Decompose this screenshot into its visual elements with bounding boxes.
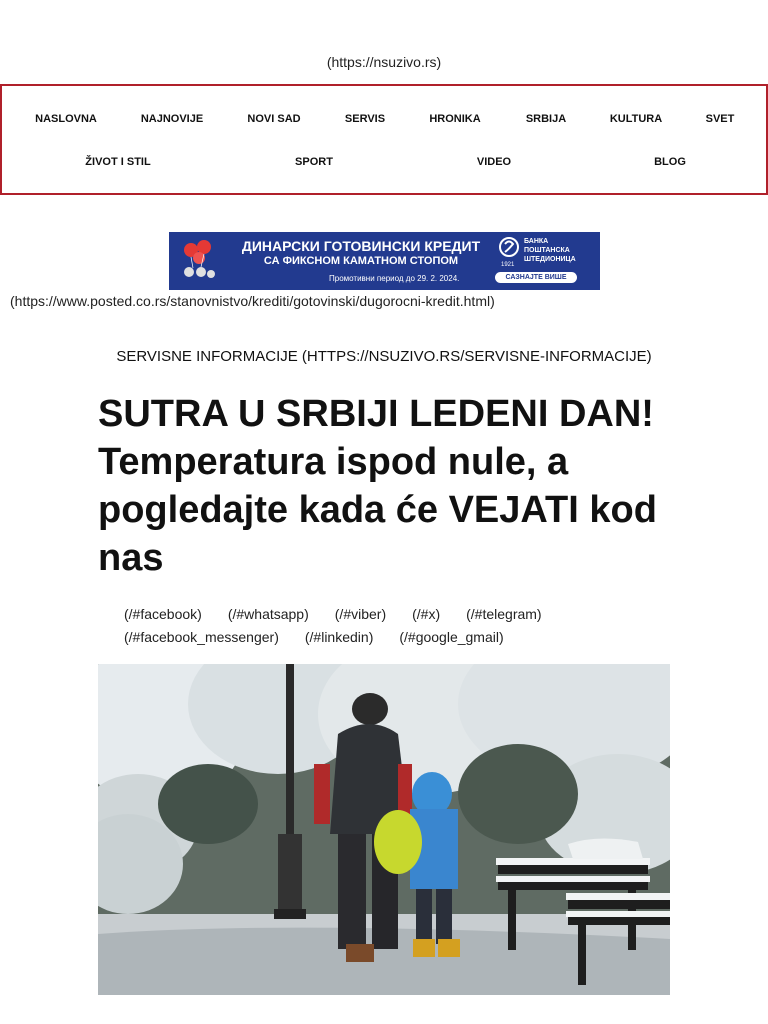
share-viber-link[interactable]: (/#viber) <box>334 606 387 622</box>
article-photo <box>98 664 670 995</box>
nav-item-kultura[interactable]: KULTURA <box>609 113 663 125</box>
nav-item-video[interactable]: VIDEO <box>476 156 512 168</box>
site-home-link[interactable]: (https://nsuzivo.rs) <box>326 54 442 70</box>
bank-logo-icon <box>498 236 520 260</box>
share-linkedin-link[interactable]: (/#linkedin) <box>304 629 374 645</box>
nav-item-srbija[interactable]: SRBIJA <box>525 113 567 125</box>
nav-item-novi-sad[interactable]: NOVI SAD <box>247 113 301 125</box>
share-x-link[interactable]: (/#x) <box>412 606 441 622</box>
nav-item-hronika[interactable]: HRONIKA <box>429 113 481 125</box>
banner-headline: ДИНАРСКИ ГОТОВИНСКИ КРЕДИТ <box>241 238 481 254</box>
banner-subheadline: СА ФИКСНОМ КАМАТНОМ СТОПОМ <box>263 255 459 267</box>
banner-promo-period: Промотивни период до 29. 2. 2024. <box>329 274 460 283</box>
share-facebook-link[interactable]: (/#facebook) <box>124 606 202 622</box>
ad-banner[interactable] <box>169 232 600 290</box>
banner-url[interactable]: (https://www.posted.co.rs/stanovnistvo/krediti/gotovinski/dugorocni-kredit.html) <box>10 293 495 309</box>
share-gmail-link[interactable]: (/#google_gmail) <box>399 629 504 645</box>
nav-item-servis[interactable]: SERVIS <box>344 113 386 125</box>
banner-learn-more-button[interactable]: САЗНАЈТЕ ВИШЕ <box>495 272 577 283</box>
share-messenger-link[interactable]: (/#facebook_messenger) <box>124 629 279 645</box>
main-navigation <box>0 84 768 195</box>
article-category-link[interactable]: SERVISNE INFORMACIJE (HTTPS://NSUZIVO.RS/SERVISNE-INFORMACIJE) <box>116 348 652 365</box>
nav-item-sport[interactable]: SPORT <box>295 156 333 168</box>
snowy-park-illustration <box>98 664 670 995</box>
nav-item-naslovna[interactable]: NASLOVNA <box>35 113 97 125</box>
nav-item-svet[interactable]: SVET <box>705 113 735 125</box>
nav-item-blog[interactable]: BLOG <box>654 156 686 168</box>
share-whatsapp-link[interactable]: (/#whatsapp) <box>227 606 309 622</box>
bank-year: 1921 <box>501 262 515 268</box>
article-headline: SUTRA U SRBIJI LEDENI DAN! Temperatura ispod nule, a pogledajte kada će VEJATI kod nas <box>98 393 657 579</box>
share-links-row-1 <box>124 606 568 622</box>
share-telegram-link[interactable]: (/#telegram) <box>466 606 542 622</box>
nav-item-najnovije[interactable]: NAJNOVIJE <box>140 113 204 125</box>
balloons-icon <box>179 238 219 284</box>
nav-item-zivot-i-stil[interactable]: ŽIVOT I STIL <box>85 156 151 168</box>
bank-name: БАНКА ПОШТАНСКА ШТЕДИОНИЦА <box>524 238 576 263</box>
share-links-row-2 <box>124 629 530 645</box>
